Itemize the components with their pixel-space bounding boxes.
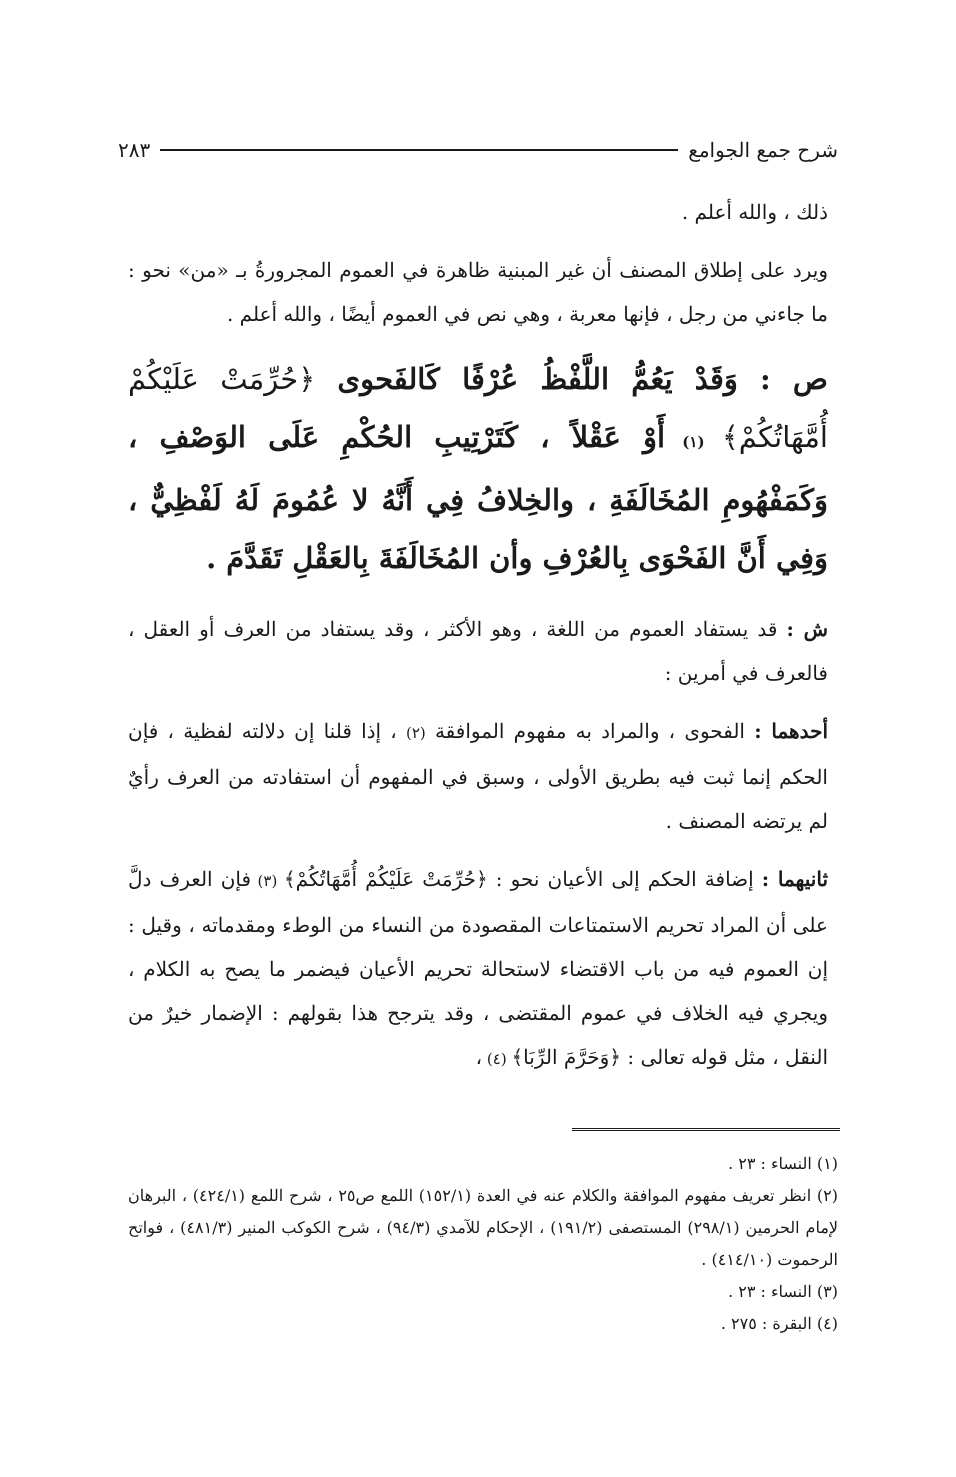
second-point-lead: ثانيهما : — [761, 867, 829, 891]
footnote-separator — [572, 1128, 840, 1135]
matn-text-1: وَقَدْ يَعُمُّ اللَّفْظُ عُرْفًا كَالفَحوى — [315, 362, 761, 396]
second-point-text-2: فإن العرف دلَّ على أن المراد تحريم الاستمتاعات المقصودة من النساء من الوطء ومقدماته ، وقيل : إن العموم فيه من باب الاقتضاء لاستحالة تحريم الأعيان فيضمر ما يصح به الكلام ، ويجري فيه الخلاف في عموم المقتضى ، وقد يترجح هذا بقولهم : الإضمار خيرٌ من النقل ، مثل قوله تعالى : — [128, 867, 828, 1069]
book-title: شرح جمع الجوامع — [688, 138, 838, 162]
matn-text-2: أَوْ عَقْلاً ، كَتَرْتِيبِ الحُكْمِ عَلَى الوَصْفِ ، وَكَمَفْهُومِ المُخَالَفَةِ ، والخِلافُ فِي أَنَّهُ لا عُمُومَ لَهُ لَفْظِيٌّ ، وَفِي أَنَّ الفَحْوَى بِالعُرْفِ وأن المُخَالَفَةَ بِالعَقْلِ تَقَدَّمَ . — [128, 420, 828, 575]
footnotes — [128, 1148, 838, 1340]
matn-paragraph — [128, 350, 828, 587]
page-number: ٢٨٣ — [118, 138, 151, 162]
footnote: (٣) النساء : ٢٣ . — [728, 1282, 838, 1301]
footnote-ref-3: (٣) — [251, 872, 284, 890]
paragraph-closing: ذلك ، والله أعلم . — [681, 200, 828, 224]
first-point-text-2: ، إذا قلنا إن دلالته لفظية ، فإن الحكم إنما ثبت فيه بطريق الأولى ، وسبق في المفهوم أن استفادته من العرف رأيٌ لم يرتضه المصنف . — [128, 719, 828, 833]
second-point-text-3: ، — [475, 1045, 483, 1069]
running-header — [118, 130, 838, 170]
quran-verse: ﴿حُرِّمَتْ عَلَيْكُمْ أُمَّهَاتُكُمْ﴾ — [283, 867, 488, 891]
quran-verse: ﴿حُرِّمَتْ عَلَيْكُمْ أُمَّهَاتُكُمْ﴾ — [128, 362, 828, 454]
footnote-ref-2: (٢) — [405, 724, 426, 742]
footnote: (١) النساء : ٢٣ . — [728, 1154, 838, 1173]
second-point-text-1: إضافة الحكم إلى الأعيان نحو : — [487, 867, 762, 891]
paragraph-objection: ويرد على إطلاق المصنف أن غير المبنية ظاهرة في العموم المجرورةُ بـ «من» نحو : ما جاءني من رجل ، فإنها معربة ، وهي نص في العموم أيضًا ، والله أعلم . — [128, 258, 828, 326]
main-text — [128, 190, 828, 1095]
header-rule — [160, 149, 678, 151]
first-point-lead: أحدهما : — [754, 719, 828, 743]
footnote-ref-4: (٤) — [482, 1050, 512, 1068]
sharh-paragraph — [128, 607, 828, 695]
second-point-paragraph — [128, 857, 828, 1081]
footnote-ref-1: (١) — [665, 433, 722, 451]
sharh-lead: ش : — [786, 617, 828, 641]
first-point-text-1: الفحوى ، والمراد به مفهوم الموافقة — [425, 719, 755, 743]
footnote: (٤) البقرة : ٢٧٥ . — [720, 1314, 838, 1333]
first-point-paragraph — [128, 709, 828, 843]
matn-lead: ص : — [760, 362, 828, 396]
footnote: (٢) انظر تعريف مفهوم الموافقة والكلام عنه في العدة (١٥٢/١) اللمع ص٢٥ ، شرح اللمع (٤٢٤/١) ، البرهان لإمام الحرمين (٢٩٨/١) المستصفى (١٩١/٢) ، الإحكام للآمدي (٩٤/٣) ، شرح الكوكب المنير (٤٨١/٣) ، فواتح الرحموت (٤١٤/١٠) . — [128, 1186, 839, 1269]
sharh-text: قد يستفاد العموم من اللغة ، وهو الأكثر ، وقد يستفاد من العرف أو العقل ، فالعرف في أمرين : — [128, 617, 828, 685]
quran-verse: ﴿وَحَرَّمَ الرِّبَا﴾ — [511, 1045, 622, 1069]
